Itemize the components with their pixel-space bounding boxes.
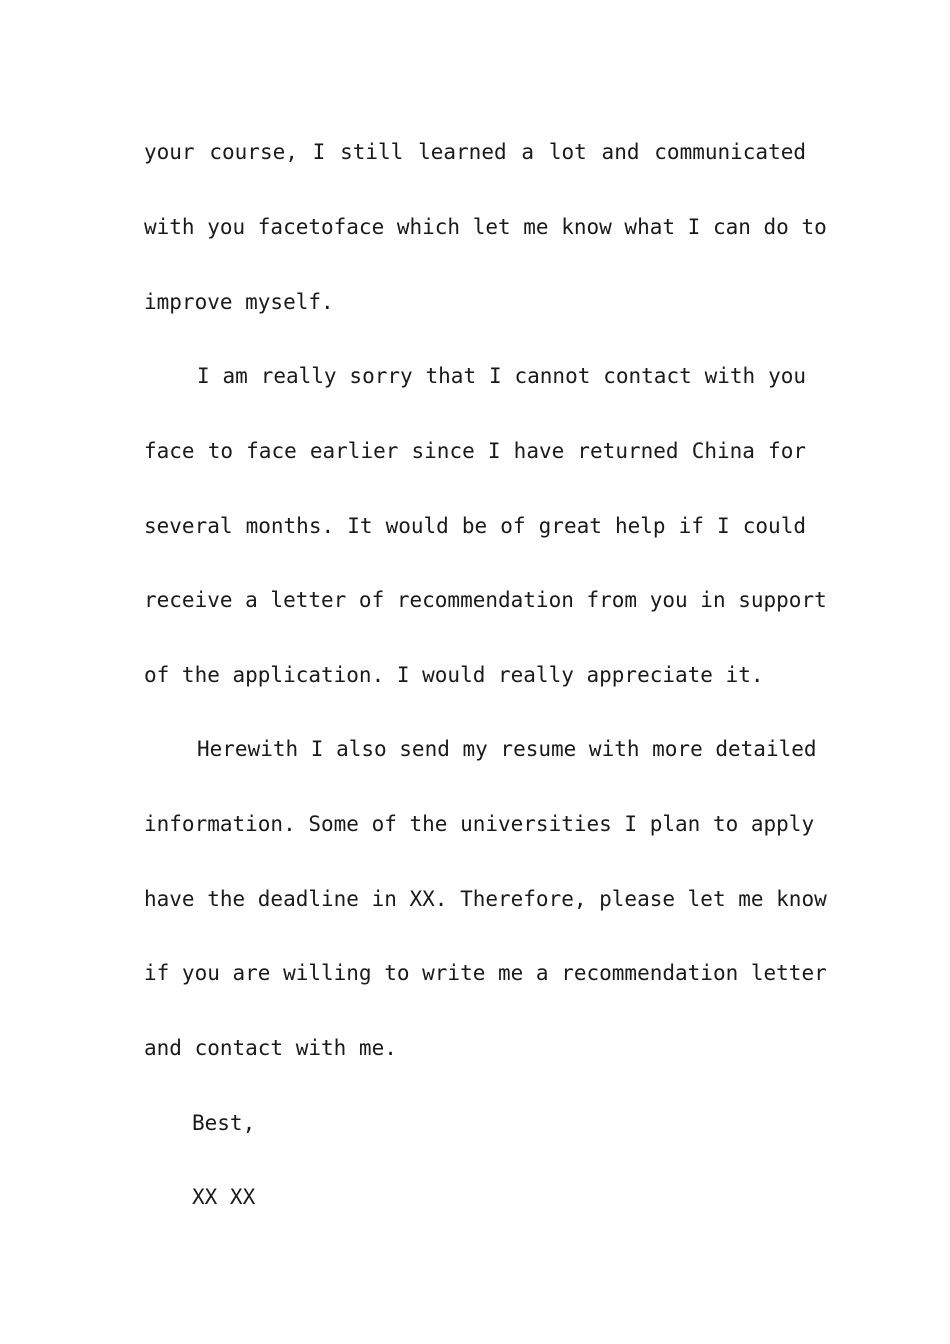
paragraph-2-line-1: I am really sorry that I cannot contact with you xyxy=(197,364,806,388)
paragraph-2-line-3: several months. It would be of great help if I could xyxy=(144,514,806,538)
paragraph-1-line-3: improve myself. xyxy=(144,290,334,314)
paragraph-1-line-1: your course, I still learned a lot and communicated xyxy=(144,140,806,164)
paragraph-1-line-2: with you facetoface which let me know what I can do to xyxy=(144,215,827,239)
paragraph-2-line-4: receive a letter of recommendation from you in support xyxy=(144,588,827,612)
paragraph-2-line-2: face to face earlier since I have returned China for xyxy=(144,439,806,463)
paragraph-3-line-1: Herewith I also send my resume with more detailed xyxy=(197,737,817,761)
paragraph-3-line-4: if you are willing to write me a recommendation letter xyxy=(144,961,827,985)
closing: Best, xyxy=(192,1111,256,1135)
paragraph-3-line-5: and contact with me. xyxy=(144,1036,397,1060)
paragraph-3-line-3: have the deadline in XX. Therefore, please let me know xyxy=(144,887,827,911)
paragraph-3-line-2: information. Some of the universities I plan to apply xyxy=(144,812,815,836)
paragraph-2-line-5: of the application. I would really appreciate it. xyxy=(144,663,764,687)
signature: XX XX xyxy=(192,1185,256,1209)
